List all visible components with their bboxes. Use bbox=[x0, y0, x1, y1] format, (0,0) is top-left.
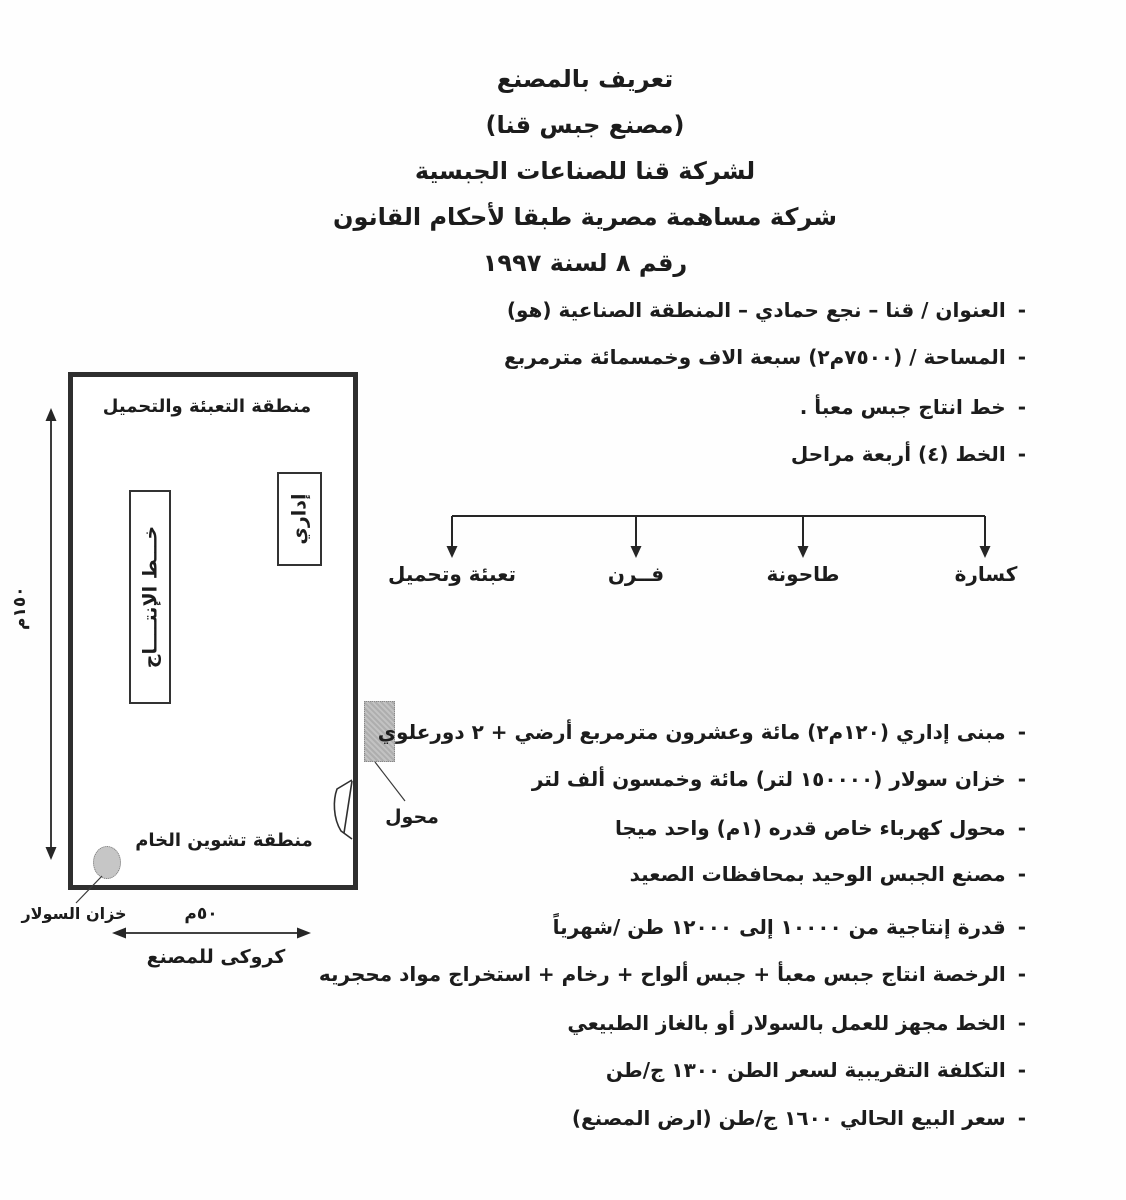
doc-subtitle-factory-name: (مصنع جبس قنا) bbox=[485, 111, 685, 139]
production-line-label: خـــط الإنتــــاج bbox=[139, 525, 161, 669]
bullet-dash: - bbox=[1017, 1058, 1026, 1082]
fact-selling-price bbox=[572, 1102, 1026, 1134]
bullet-dash: - bbox=[1017, 720, 1026, 744]
fact-text: مبنى إداري (١٢٠م٢) مائة وعشرون مترمربع أرضي + ٢ دورعلوي bbox=[377, 720, 1006, 744]
bullet-dash: - bbox=[1017, 442, 1026, 466]
bullet-dash: - bbox=[1017, 862, 1026, 886]
bullet-dash: - bbox=[1017, 767, 1026, 791]
sketch-caption: كروكى للمصنع bbox=[146, 946, 286, 968]
bullet-dash: - bbox=[1017, 915, 1026, 939]
fact-text: محول كهرباء خاص قدره (١م) واحد ميجا bbox=[615, 816, 1006, 840]
fact-admin-building bbox=[378, 716, 1026, 748]
doc-title: تعريف بالمصنع bbox=[496, 65, 674, 93]
bullet-dash: - bbox=[1017, 816, 1026, 840]
fact-diesel-tank bbox=[532, 763, 1026, 795]
fact-text: الخط مجهز للعمل بالسولار أو بالغاز الطبيعي bbox=[567, 1011, 1006, 1035]
diesel-tank-label: خزان السولار bbox=[21, 904, 127, 923]
fact-capacity bbox=[553, 911, 1026, 943]
transformer-leader-line bbox=[375, 762, 405, 801]
bullet-dash: - bbox=[1017, 1106, 1026, 1130]
title-block bbox=[10, 56, 1126, 286]
dimension-50m-label: ٥٠م bbox=[184, 904, 218, 924]
dimension-150m-arrow bbox=[46, 408, 57, 860]
doc-subtitle-company-type: شركة مساهمة مصرية طبقا لأحكام القانون bbox=[333, 203, 837, 231]
fact-text: سعر البيع الحالي ١٦٠٠ ج/طن (ارض المصنع) bbox=[571, 1106, 1006, 1130]
bullet-dash: - bbox=[1017, 345, 1026, 369]
fact-license bbox=[319, 958, 1026, 990]
bullet-dash: - bbox=[1017, 962, 1026, 986]
bullet-dash: - bbox=[1017, 395, 1026, 419]
packing-area-label: منطقة التعبئة والتحميل bbox=[102, 396, 312, 417]
fact-text: الرخصة انتاج جبس معبأ + جبس ألواح + رخام + استخراج مواد محجريه bbox=[318, 962, 1006, 986]
fact-fuel bbox=[567, 1007, 1026, 1039]
flow-bracket-lines bbox=[452, 516, 985, 546]
fact-only-factory bbox=[630, 858, 1026, 890]
fact-text: الخط (٤) أربعة مراحل bbox=[790, 442, 1006, 466]
admin-building-box bbox=[277, 472, 322, 566]
raw-storage-area-label: منطقة تشوين الخام bbox=[135, 830, 313, 851]
bullet-dash: - bbox=[1017, 298, 1026, 322]
dimension-50m-arrow bbox=[112, 928, 311, 939]
doc-subtitle-law-number: رقم ٨ لسنة ١٩٩٧ bbox=[482, 249, 688, 277]
fact-cost bbox=[606, 1054, 1026, 1086]
fact-text: العنوان / قنا – نجع حمادي – المنطقة الصناعية (هو) bbox=[506, 298, 1006, 322]
production-line-box bbox=[129, 490, 171, 704]
bullet-dash: - bbox=[1017, 1011, 1026, 1035]
admin-building-label: إداري bbox=[288, 493, 311, 545]
flow-arrowheads bbox=[447, 546, 991, 558]
flow-stage-mill: طاحونة bbox=[766, 562, 840, 586]
fact-text: التكلفة التقريبية لسعر الطن ١٣٠٠ ج/طن bbox=[605, 1058, 1006, 1082]
dimension-150m-label: ١٥٠م bbox=[10, 586, 30, 630]
fact-area bbox=[504, 341, 1026, 373]
diesel-tank-shape bbox=[93, 846, 121, 879]
doc-subtitle-company: لشركة قنا للصناعات الجبسية bbox=[414, 157, 756, 185]
fact-address bbox=[507, 294, 1026, 326]
flow-stage-crusher: كسارة bbox=[954, 562, 1018, 586]
fact-line-stages bbox=[791, 438, 1026, 470]
flow-stage-packing-loading: تعبئة وتحميل bbox=[388, 562, 516, 586]
fact-production-line bbox=[800, 391, 1026, 423]
fact-text: مصنع الجبس الوحيد بمحافظات الصعيد bbox=[629, 862, 1006, 886]
factory-outline-rect bbox=[68, 372, 358, 890]
fact-text: خط انتاج جبس معبأ . bbox=[799, 395, 1006, 419]
transformer-label: محول bbox=[385, 806, 439, 828]
fact-transformer bbox=[615, 812, 1026, 844]
flow-stage-furnace: فــرن bbox=[607, 562, 665, 586]
fact-text: خزان سولار (١٥٠٠٠٠ لتر) مائة وخمسون ألف لتر bbox=[531, 767, 1006, 791]
fact-text: المساحة / (٧٥٠٠م٢) سبعة الاف وخمسمائة مترمربع bbox=[504, 345, 1006, 369]
fact-text: قدرة إنتاجية من ١٠٠٠٠ إلى ١٢٠٠٠ طن /شهرياً bbox=[552, 915, 1006, 939]
